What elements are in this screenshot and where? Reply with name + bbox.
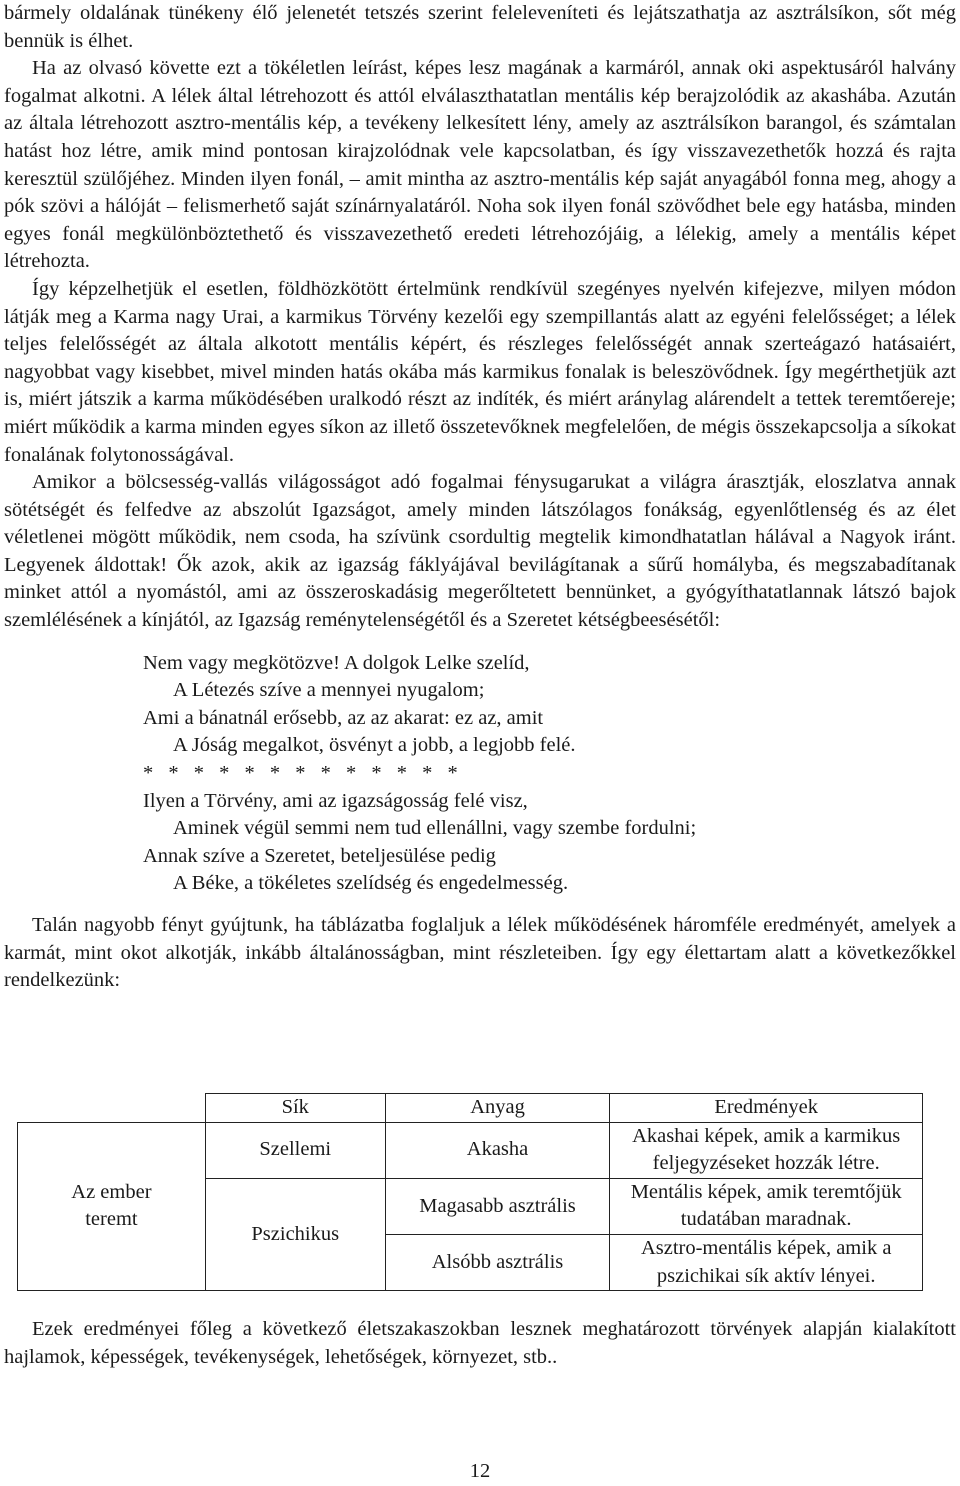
table-header-cell: Eredmények bbox=[610, 1094, 923, 1123]
poem-line: A Jóság megalkot, ösvényt a jobb, a legjobb felé. bbox=[173, 734, 576, 757]
paragraph-1: bármely oldalának tünékeny élő jelenetét tetszés szerint feleleveníteti és lejátszathatja az asztrálsíkon, sőt még bennük is élhet. bbox=[4, 2, 956, 52]
poem-line: A Létezés szíve a mennyei nyugalom; bbox=[173, 679, 485, 702]
paragraph-3: Így képzelhetjük el esetlen, földhözkötött értelmünk rendkívül szegényes nyelvén kifejezve, milyen módon látják meg a Karma nagy Urai, a karmikus Törvény kezelői egy szempillantás alatt az egyéni felelősséget; a lélek teljes felelősségét az általa alkotott mentális képért, és részleges felelősségét annak szerteágazó hatásaiért, nagyobbat vagy kisebbet, mivel minden hatás okába más karmikus fonalak is beleszövődnek. Így megérthetjük azt is, miért játszik a karma működésében uralkodó részt az indíték, és miért aránylag alárendelt a tettek teremtőereje; miért működik a karma minden egyes síkon az illető összetevőknek megfelelően, de mégis összekapcsolja a síkokat fonalának folytonosságával. bbox=[4, 277, 956, 466]
results-table bbox=[17, 1093, 923, 1291]
table-row bbox=[18, 1122, 923, 1178]
poem-line: A Béke, a tökéletes szelídség és engedelmesség. bbox=[173, 872, 569, 895]
paragraph-4: Amikor a bölcsesség-vallás világosságot adó fogalmai fénysugarukat a világra árasztják, eloszlatva annak sötétségét és felfedve az abszolút Igazságot, amely minden látszólagos fonákság, egyenlőtlenség és az élet véletlenei mögött működik, nem csoda, ha szívünk csordultig megtelik kimondhatatlan hálával a Nagyok iránt. Legyenek áldottak! Ők azok, akik az igazság fáklyájával bevilágítanak a sűrű homályba, és megszabadítanak minket attól a nyomástól, ami az összeroskadásig megerőltetett bennünket, a gyógyíthatatlannak látszó bajok szemlélésének a kínjától, az Igazság reménytelenségétől és a Szeretet kétségbeesésétől: bbox=[4, 471, 956, 632]
table-corner bbox=[18, 1094, 206, 1123]
poem-separator: * * * * * * * * * * * * * bbox=[143, 762, 458, 785]
paragraph-2: Ha az olvasó követte ezt a tökéletlen leírást, képes lesz magának a karmáról, annak oki aspektusáról halvány fogalmat alkotni. A lélek által létrehozott és attól elválaszthatatlan mentális kép berajzolódik az akashába. Azután az általa létrehozott asztro-mentális kép, a tevékeny lelkesített lény, amely az asztrálsíkon barangol, és számtalan hatást hoz létre, amik mind pontosan kirajzolódnak vele kapcsolatban, és így visszavezethetők hozzá és rajta keresztül szülőjéhez. Minden ilyen fonál, – amit mintha az asztro-mentális kép saját anyagából fonna meg, ahogy a pók szövi a hálóját – felismerhető saját színárnyalatáról. Noha sok ilyen fonál szövődhet bele egy hatásba, minden egyes fonál megkülönböztethető és visszavezethető eredeti létrehozójáig, a lélekig, amely a mentális képet létrehozta. bbox=[4, 57, 956, 273]
page-number: 12 bbox=[469, 1460, 491, 1482]
closing-paragraph: Ezek eredményei főleg a következő életszakaszokban lesznek meghatározott törvények alapján kialakított hajlamok, képességek, tevékenységek, lehetőségek, környezet, stb.. bbox=[4, 1318, 956, 1368]
table-cell-matter: Alsóbb asztrális bbox=[385, 1234, 610, 1290]
table-cell-plane: Szellemi bbox=[205, 1122, 385, 1178]
table-header-row bbox=[18, 1094, 923, 1123]
table-row-label: Az ember teremt bbox=[18, 1122, 206, 1291]
poem-line: Ami a bánatnál erősebb, az az akarat: ez az, amit bbox=[143, 706, 544, 729]
table-cell-matter: Akasha bbox=[385, 1122, 610, 1178]
poem-line: Ilyen a Törvény, ami az igazságosság felé visz, bbox=[143, 789, 528, 812]
table-intro-paragraph: Talán nagyobb fényt gyújtunk, ha táblázatba foglaljuk a lélek működésének háromféle eredményét, amelyek a karmát, mint okot alkotják, inkább általánosságban, mint részleteiben. Így egy élettartam alatt a következőkkel rendelkezünk: bbox=[4, 914, 956, 992]
page-body bbox=[4, 0, 956, 995]
closing-block bbox=[4, 1316, 956, 1371]
table-cell-result: Asztro-mentális képek, amik a pszichikai sík aktív lényei. bbox=[610, 1234, 923, 1290]
table-header-cell: Sík bbox=[205, 1094, 385, 1123]
poem-line: Aminek végül semmi nem tud ellenállni, vagy szembe fordulni; bbox=[173, 817, 697, 840]
poem-line: Nem vagy megkötözve! A dolgok Lelke szelíd, bbox=[143, 651, 530, 674]
table-cell-result: Mentális képek, amik teremtőjük tudatában maradnak. bbox=[610, 1178, 923, 1234]
table-cell-matter: Magasabb asztrális bbox=[385, 1178, 610, 1234]
poem bbox=[4, 650, 956, 898]
table-cell-result: Akashai képek, amik a karmikus feljegyzéseket hozzák létre. bbox=[610, 1122, 923, 1178]
table-cell-plane: Pszichikus bbox=[205, 1178, 385, 1290]
table-header-cell: Anyag bbox=[385, 1094, 610, 1123]
poem-line: Annak szíve a Szeretet, beteljesülése pedig bbox=[143, 844, 496, 867]
